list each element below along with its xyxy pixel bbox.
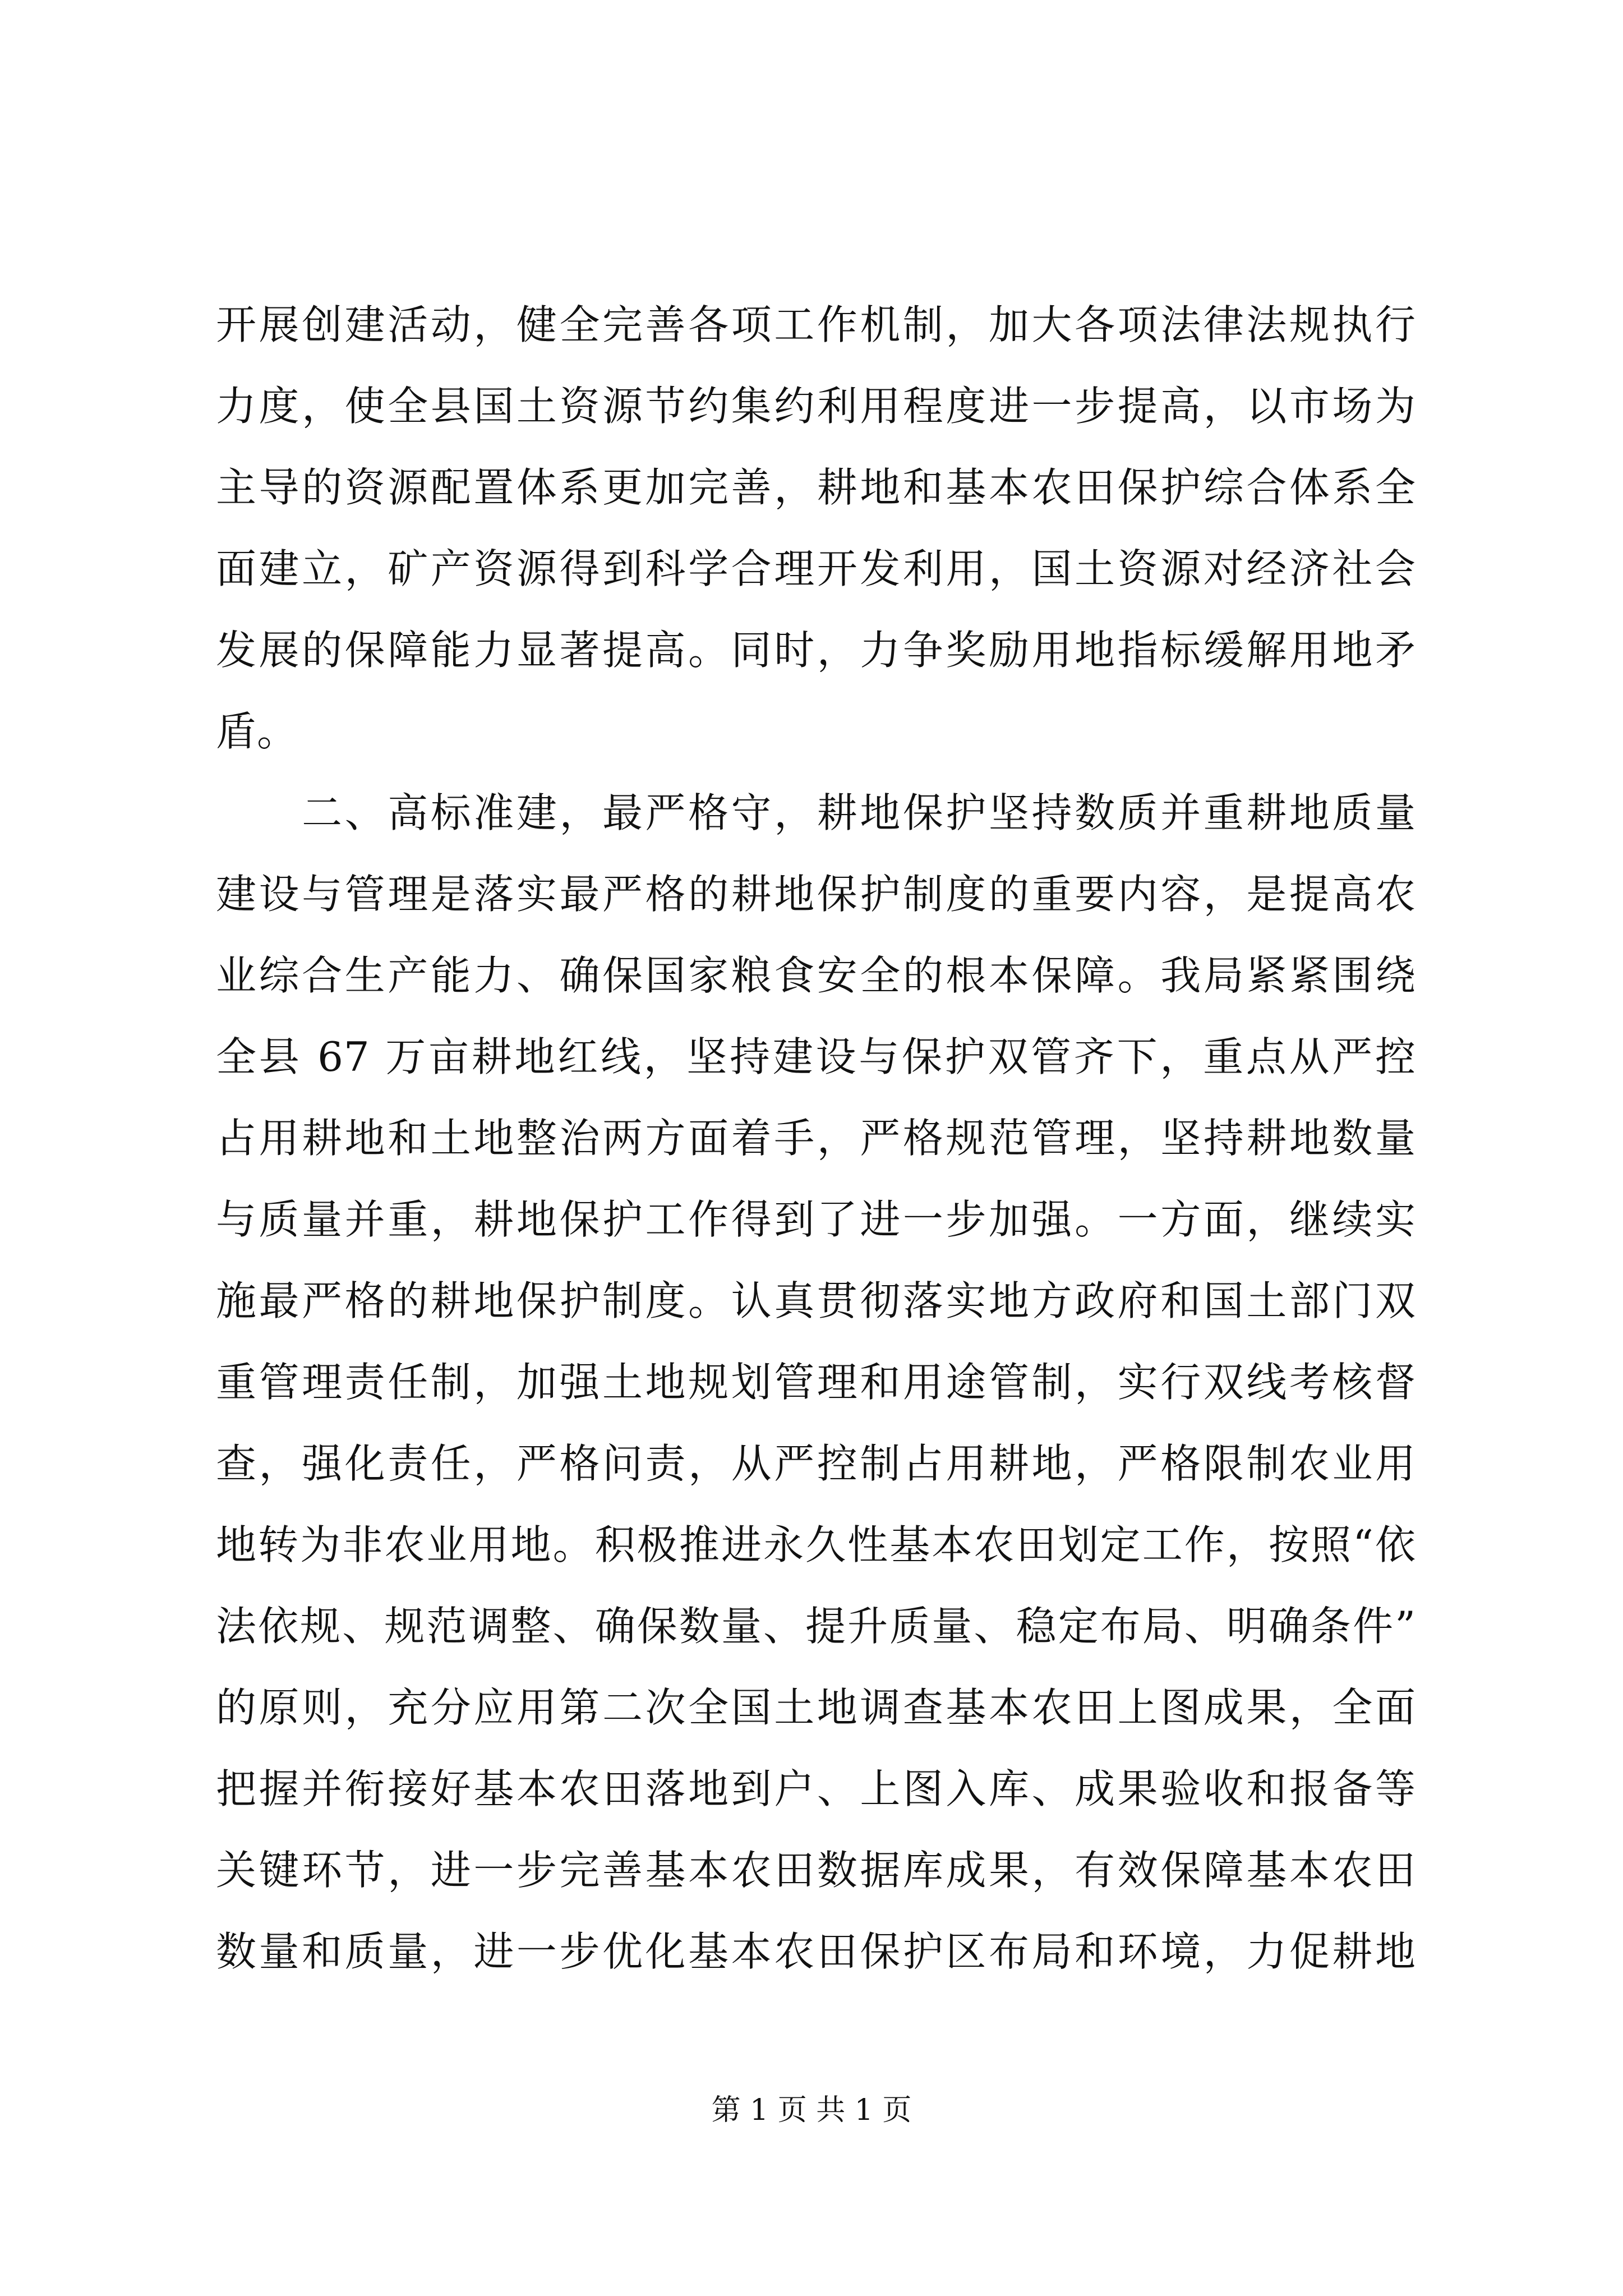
text-line: 查，强化责任，严格问责，从严控制占用耕地，严格限制农业用 xyxy=(216,1440,1416,1487)
text-line: 地转为非农业用地。积极推进永久性基本农田划定工作，按照“依 xyxy=(216,1521,1416,1568)
text-line: 与质量并重，耕地保护工作得到了进一步加强。一方面，继续实 xyxy=(216,1196,1416,1243)
text-line: 关键环节，进一步完善基本农田数据库成果，有效保障基本农田 xyxy=(216,1847,1416,1894)
text-line: 建设与管理是落实最严格的耕地保护制度的重要内容，是提高农 xyxy=(216,871,1416,918)
text-line: 施最严格的耕地保护制度。认真贯彻落实地方政府和国土部门双 xyxy=(216,1277,1416,1324)
text-line: 法依规、规范调整、确保数量、提升质量、稳定布局、明确条件” xyxy=(216,1603,1416,1650)
text-line: 的原则，充分应用第二次全国土地调查基本农田上图成果，全面 xyxy=(216,1684,1416,1731)
body-text xyxy=(216,287,1416,1995)
text-line: 占用耕地和土地整治两方面着手，严格规范管理，坚持耕地数量 xyxy=(216,1115,1416,1162)
text-line: 主导的资源配置体系更加完善，耕地和基本农田保护综合体系全 xyxy=(216,464,1416,511)
text-line: 力度，使全县国土资源节约集约利用程度进一步提高，以市场为 xyxy=(216,383,1416,430)
text-line: 开展创建活动，健全完善各项工作机制，加大各项法律法规执行 xyxy=(216,301,1416,348)
text-line: 把握并衔接好基本农田落地到户、上图入库、成果验收和报备等 xyxy=(216,1765,1416,1812)
text-line: 数量和质量，进一步优化基本农田保护区布局和环境，力促耕地 xyxy=(216,1928,1416,1975)
text-line: 业综合生产能力、确保国家粮食安全的根本保障。我局紧紧围绕 xyxy=(216,952,1416,999)
text-line: 面建立，矿产资源得到科学合理开发利用，国土资源对经济社会 xyxy=(216,545,1416,592)
page-footer: 第 1 页 共 1 页 xyxy=(711,2093,912,2127)
text-line: 重管理责任制，加强土地规划管理和用途管制，实行双线考核督 xyxy=(216,1359,1416,1406)
text-line: 二、高标准建，最严格守，耕地保护坚持数质并重耕地质量 xyxy=(216,789,1416,836)
text-line: 全县 67 万亩耕地红线，坚持建设与保护双管齐下，重点从严控 xyxy=(216,1033,1416,1080)
text-line: 盾。 xyxy=(216,708,298,755)
text-line: 发展的保障能力显著提高。同时，力争奖励用地指标缓解用地矛 xyxy=(216,627,1416,674)
